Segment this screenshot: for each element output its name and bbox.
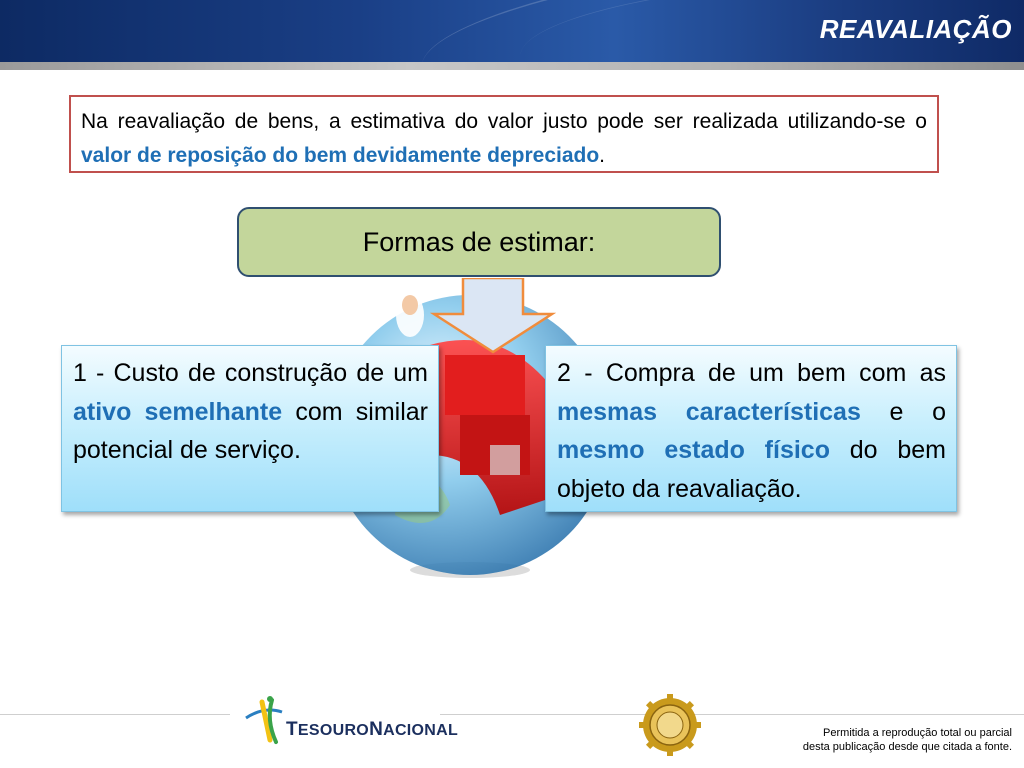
header-stripe: [0, 62, 1024, 70]
footer-note-line-1: Permitida a reprodução total ou parcial: [823, 727, 1012, 739]
tesouro-logo-text: [286, 719, 458, 741]
header-banner: [0, 0, 1024, 62]
option-card-1: [61, 345, 439, 512]
option-1-highlight: ativo semelhante: [73, 397, 283, 426]
option-2-text: [557, 354, 946, 508]
option-2-highlight-2: mesmo estado físico: [557, 436, 830, 464]
cfc-seal-icon: [638, 693, 702, 757]
logo-letter-n: N: [369, 719, 384, 740]
intro-box: [69, 95, 939, 173]
option-2-part-3: do bem objeto da reavaliação.: [557, 436, 946, 503]
footer-note-line-2: desta publicação desde que citada a fonte.: [802, 741, 1012, 753]
footer-divider: [0, 714, 1024, 715]
down-arrow-icon: [430, 278, 556, 354]
page-title: REAVALIAÇÃO: [819, 14, 1012, 44]
footer-copyright-note: [803, 726, 1012, 754]
intro-text-before: Na reavaliação de bens, a estimativa do valor justo pode ser realizada utilizando-se o: [81, 110, 927, 133]
intro-text-after: .: [599, 144, 606, 167]
logo-word-tesouro: ESOURO: [297, 722, 370, 739]
option-1-part-1: 1 - Custo de construção de um: [73, 359, 428, 387]
option-card-2: [545, 345, 957, 512]
logo-word-nacional: ACIONAL: [383, 722, 459, 739]
option-1-part-2: com similar potencial de serviço.: [73, 397, 428, 464]
option-2-highlight-1: mesmas características: [557, 397, 861, 426]
intro-highlight: valor de reposição do bem devidamente depreciado: [81, 144, 600, 167]
option-2-part-1: 2 - Compra de um bem com as: [557, 359, 946, 387]
option-1-text: [73, 354, 428, 470]
option-2-part-2: e o: [860, 397, 947, 426]
logo-letter-t: T: [286, 719, 298, 740]
intro-text: [81, 105, 927, 173]
forms-heading-box: Formas de estimar:: [237, 207, 721, 277]
